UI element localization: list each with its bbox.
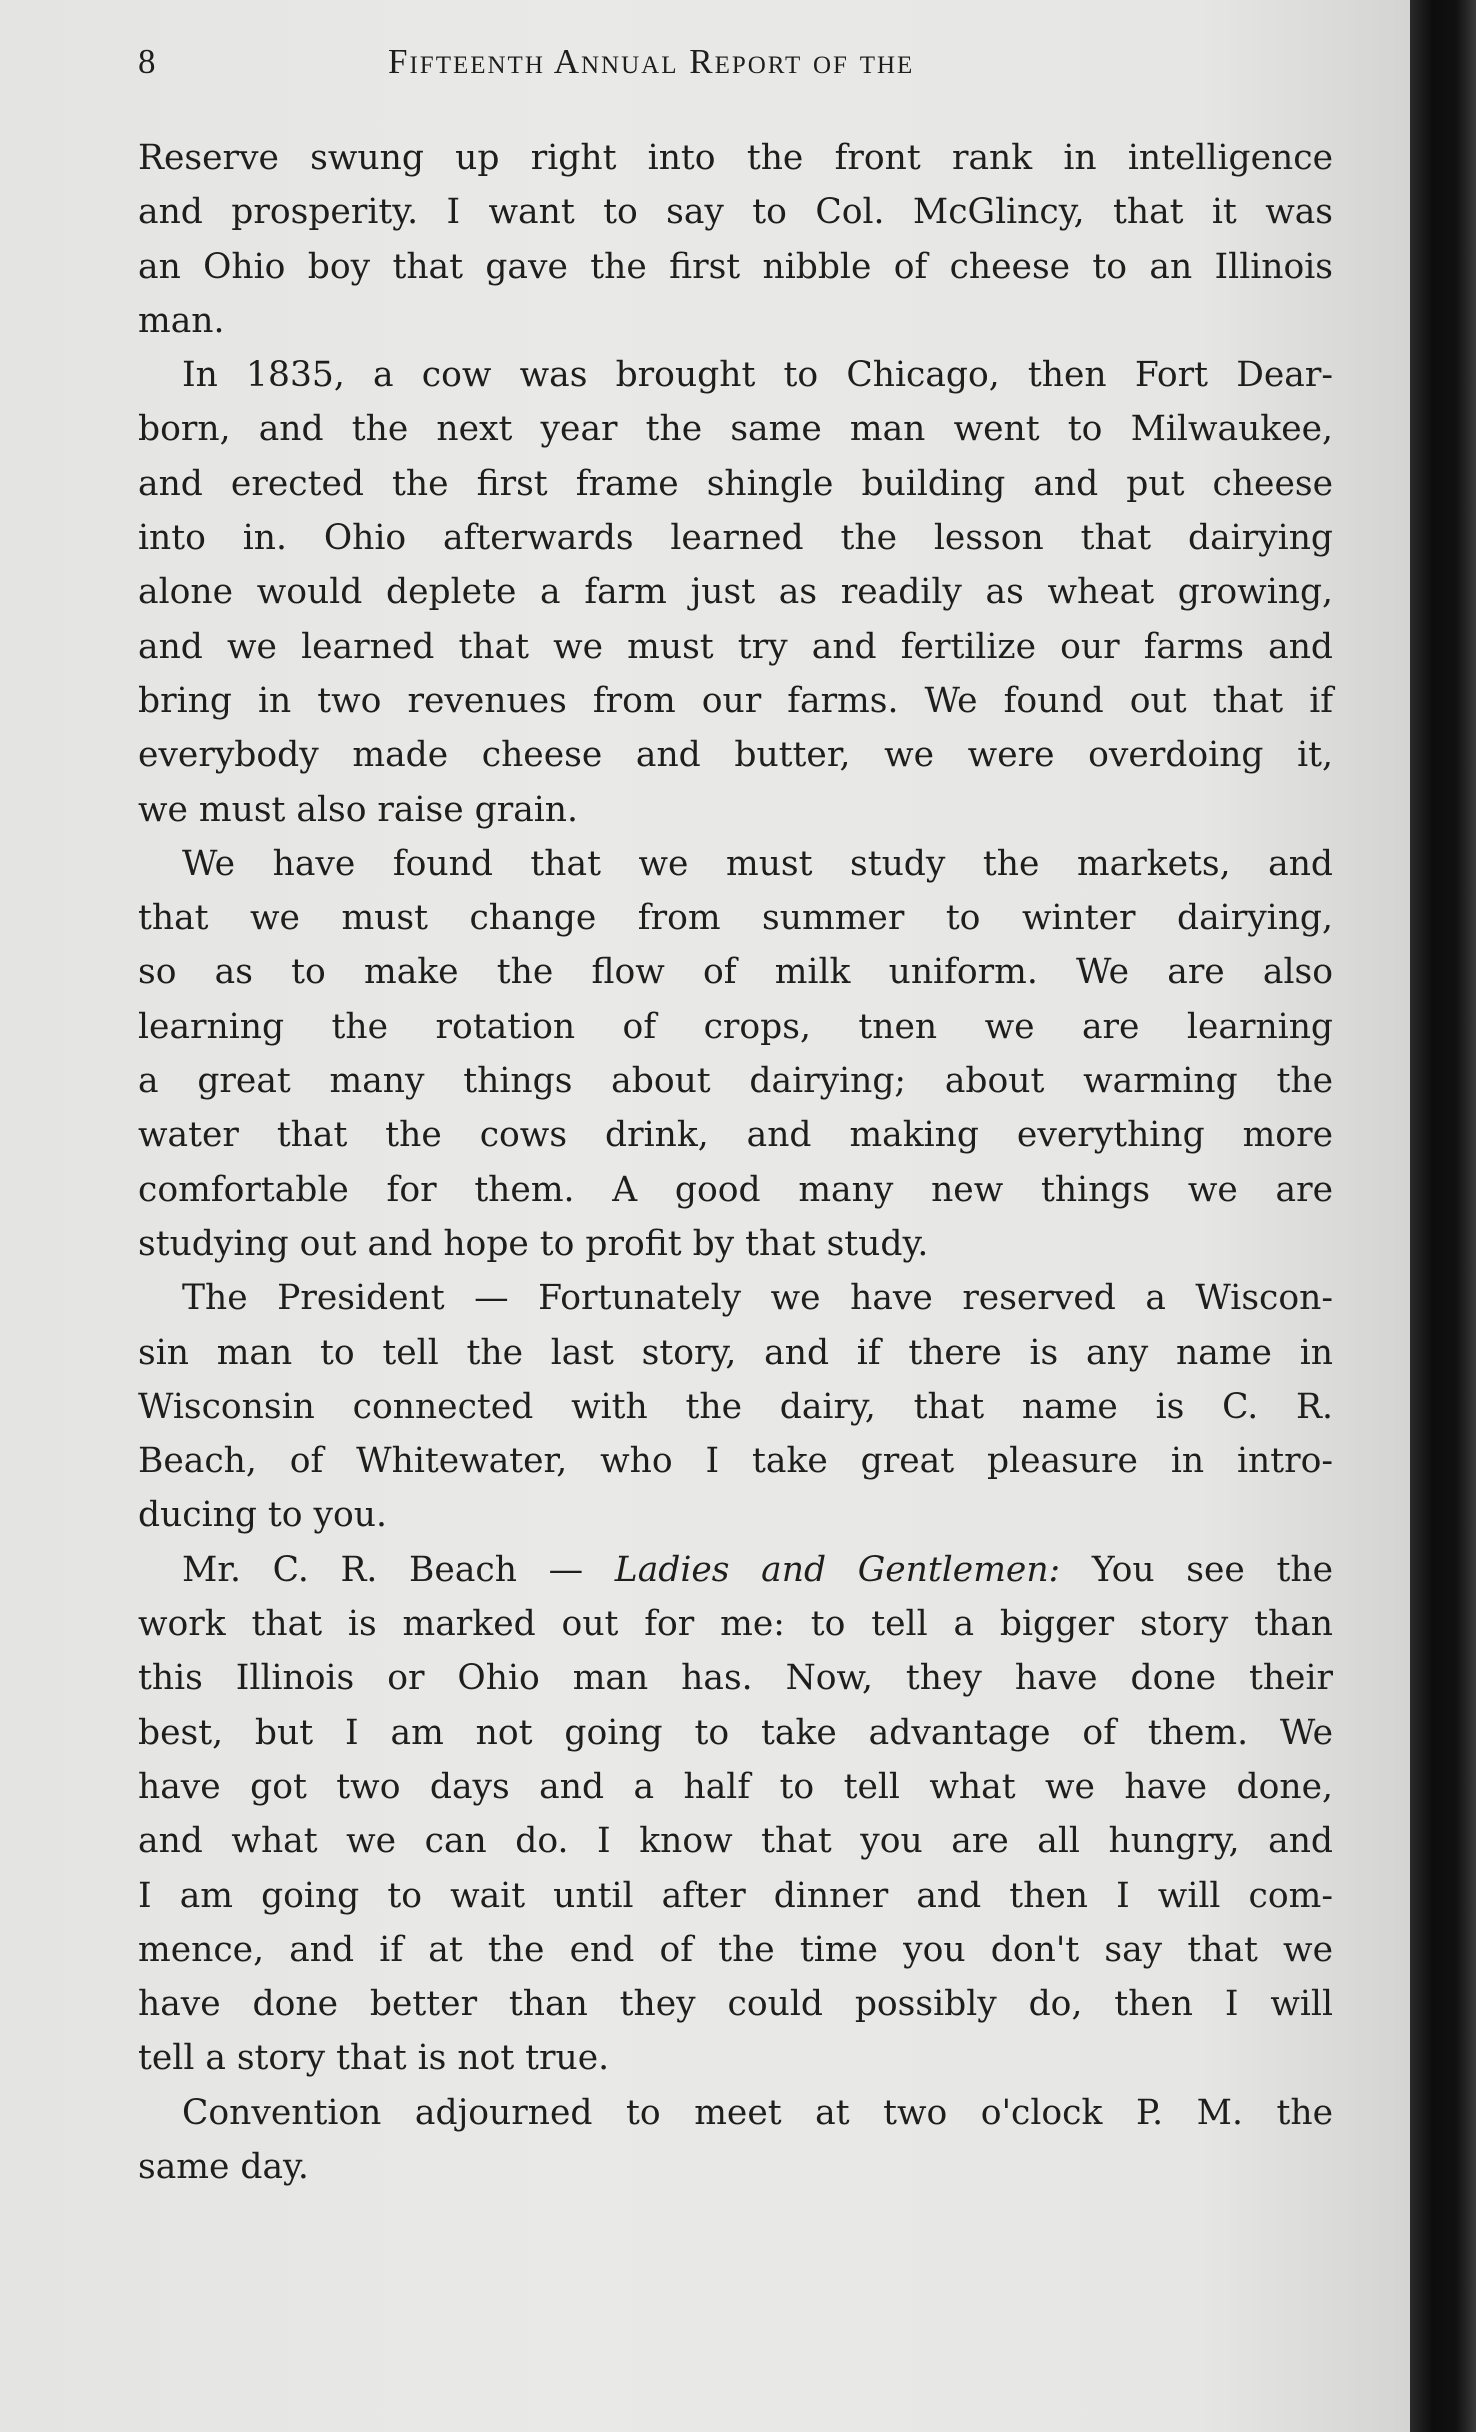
text-line: have got two days and a half to tell what we have done,: [138, 1766, 1333, 1807]
paragraph-4: [138, 1271, 1333, 1542]
text-line: water that the cows drink, and making everything more: [138, 1115, 1333, 1156]
paragraph-2: [138, 348, 1333, 837]
text-line: and what we can do. I know that you are all hungry, and: [138, 1821, 1333, 1862]
text-line: we must also raise grain.: [138, 789, 578, 830]
book-spine-shadow: [1410, 0, 1476, 2432]
text-line: work that is marked out for me: to tell a bigger story than: [138, 1604, 1333, 1645]
paragraph-5: [138, 1543, 1333, 2086]
text-line: and erected the first frame shingle building and put cheese: [138, 463, 1333, 504]
text-line: Wisconsin connected with the dairy, that name is C. R.: [138, 1386, 1333, 1427]
running-head-title: Fifteenth Annual Report of the: [388, 42, 915, 81]
text-line: so as to make the flow of milk uniform. We are also: [138, 952, 1333, 993]
paragraph-1: [138, 131, 1333, 348]
text-line: studying out and hope to profit by that study.: [138, 1223, 929, 1264]
text-line: a great many things about dairying; about warming the: [138, 1061, 1333, 1102]
text-line: ducing to you.: [138, 1495, 387, 1536]
text-line: best, but I am not going to take advantage of them. We: [138, 1712, 1333, 1753]
text-line: and we learned that we must try and fertilize our farms and: [138, 626, 1333, 667]
text-line: have done better than they could possibly do, then I will: [138, 1984, 1333, 2025]
text-line: The President — Fortunately we have reserved a Wiscon-: [182, 1278, 1333, 1319]
text-line: comfortable for them. A good many new things we are: [138, 1169, 1333, 1210]
text-line: everybody made cheese and butter, we were overdoing it,: [138, 735, 1333, 776]
text-line: Reserve swung up right into the front rank in intelligence: [138, 138, 1333, 178]
text-line: man.: [138, 300, 225, 341]
text-line: and prosperity. I want to say to Col. McGlincy, that it was: [138, 192, 1333, 233]
text-line: same day.: [138, 2146, 309, 2187]
text-line: I am going to wait until after dinner and then I will com-: [138, 1875, 1333, 1916]
paragraph-6: [138, 2086, 1333, 2195]
speaker-name: Mr. C. R. Beach —: [182, 1549, 615, 1590]
text-line: this Illinois or Ohio man has. Now, they have done their: [138, 1658, 1333, 1699]
text-line: We have found that we must study the markets, and: [182, 843, 1333, 884]
text-line: learning the rotation of crops, tnen we are learning: [138, 1006, 1333, 1047]
speaker-greeting: Ladies and Gentlemen:: [614, 1549, 1061, 1590]
body-text: [138, 131, 1333, 2194]
text-line: born, and the next year the same man went to Milwaukee,: [138, 409, 1333, 450]
page-number: 8: [138, 42, 158, 81]
paragraph-3: [138, 837, 1333, 1271]
running-head: [138, 36, 1333, 96]
text-line: that we must change from summer to winter dairying,: [138, 898, 1333, 939]
text-line: an Ohio boy that gave the first nibble of cheese to an Illinois: [138, 246, 1333, 287]
text-fragment: You see the: [1060, 1549, 1333, 1590]
text-line: alone would deplete a farm just as readily as wheat growing,: [138, 572, 1333, 613]
text-line: tell a story that is not true.: [138, 2038, 610, 2079]
text-line: sin man to tell the last story, and if there is any name in: [138, 1332, 1333, 1373]
text-line: into in. Ohio afterwards learned the lesson that dairying: [138, 518, 1333, 559]
text-line: [138, 1543, 1333, 1597]
text-line: Beach, of Whitewater, who I take great pleasure in intro-: [138, 1441, 1333, 1482]
text-line: In 1835, a cow was brought to Chicago, then Fort Dear-: [182, 355, 1333, 396]
text-line: bring in two revenues from our farms. We found out that if: [138, 680, 1333, 721]
text-line: mence, and if at the end of the time you don't say that we: [138, 1929, 1333, 1970]
text-line: Convention adjourned to meet at two o'clock P. M. the: [182, 2092, 1333, 2133]
